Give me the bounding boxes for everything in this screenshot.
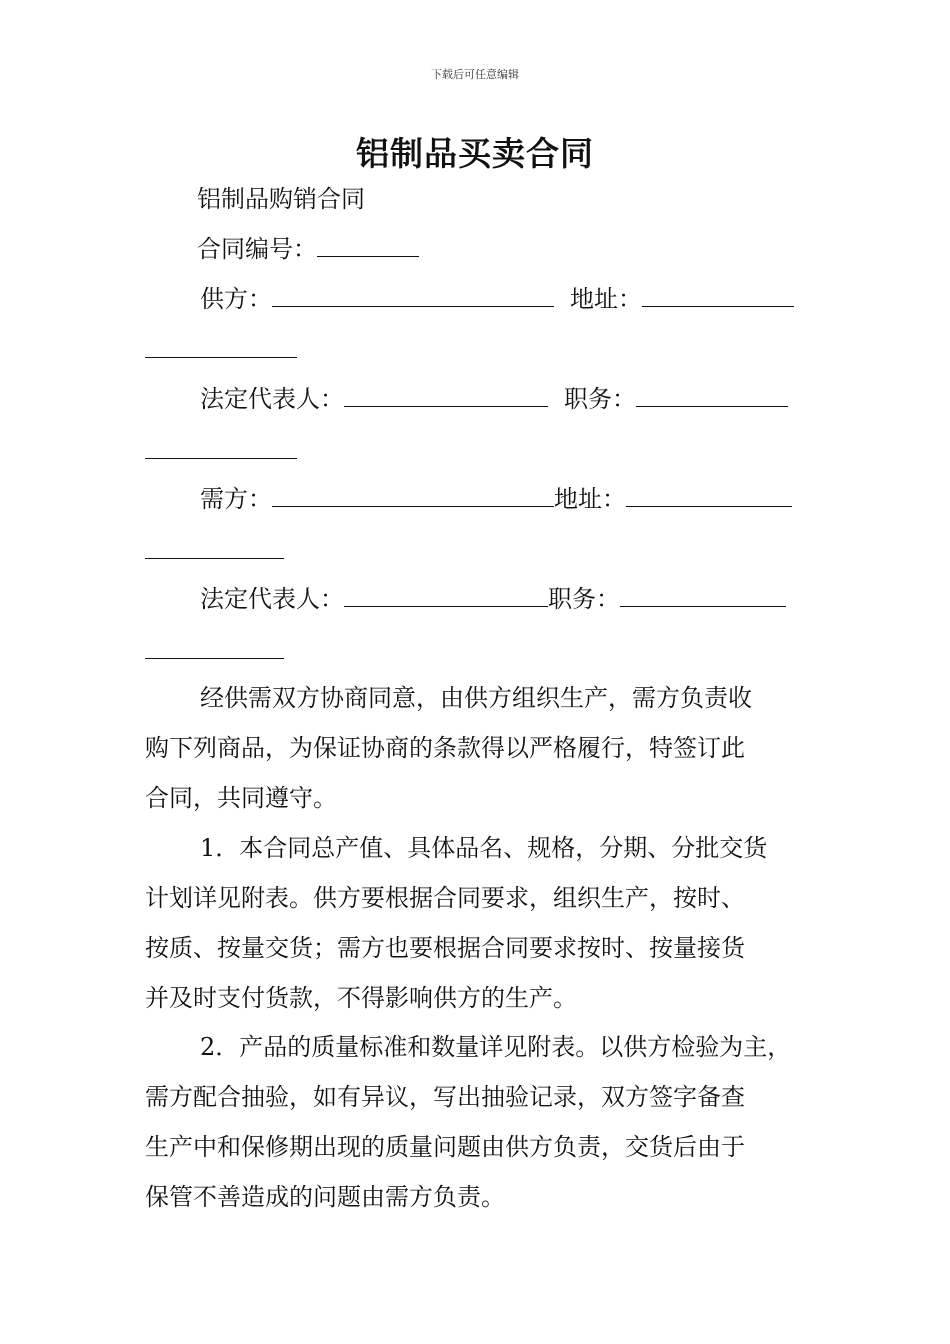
contract-number-row [197, 233, 419, 265]
paragraph-line: 并及时支付货款，不得影响供方的生产。 [145, 984, 577, 1012]
document-title: 铝制品买卖合同 [356, 134, 594, 173]
buyer-row [200, 483, 792, 515]
buyer-address-label: 地址： [554, 485, 626, 513]
supplier-rep-row [200, 383, 788, 415]
buyer-position-blank [620, 584, 786, 607]
buyer-rep-blank [344, 584, 548, 607]
buyer-position-blank-cont [145, 658, 284, 659]
supplier-position-label: 职务： [564, 385, 636, 413]
header-note: 下载后可任意编辑 [431, 68, 519, 81]
supplier-rep-label: 法定代表人： [200, 385, 344, 413]
supplier-name-blank [272, 284, 554, 307]
supplier-row [200, 283, 794, 315]
buyer-address-blank-cont [145, 558, 284, 559]
paragraph-line: 需方配合抽验，如有异议，写出抽验记录，双方签字备查 [145, 1083, 745, 1111]
supplier-address-blank [642, 284, 794, 307]
buyer-name-blank [272, 484, 554, 507]
buyer-position-label: 职务： [548, 585, 620, 613]
paragraph-line: 2．产品的质量标准和数量详见附表。以供方检验为主， [200, 1033, 792, 1061]
paragraph-line: 按质、按量交货；需方也要根据合同要求按时、按量接货 [145, 934, 745, 962]
paragraph-line: 经供需双方协商同意，由供方组织生产，需方负责收 [200, 684, 752, 712]
paragraph-line: 生产中和保修期出现的质量问题由供方负责，交货后由于 [145, 1133, 745, 1161]
paragraph-line: 1．本合同总产值、具体品名、规格，分期、分批交货 [200, 834, 768, 862]
supplier-address-label: 地址： [570, 285, 642, 313]
paragraph-line: 保管不善造成的问题由需方负责。 [145, 1183, 505, 1211]
contract-number-label: 合同编号： [197, 235, 317, 263]
buyer-rep-label: 法定代表人： [200, 585, 344, 613]
supplier-label: 供方： [200, 285, 272, 313]
supplier-position-blank-cont [145, 458, 297, 459]
buyer-address-blank [626, 484, 792, 507]
buyer-rep-row [200, 583, 786, 615]
buyer-label: 需方： [200, 485, 272, 513]
supplier-rep-blank [344, 384, 548, 407]
paragraph-line: 合同，共同遵守。 [145, 784, 337, 812]
supplier-position-blank [636, 384, 788, 407]
contract-number-blank [317, 234, 419, 257]
paragraph-line: 购下列商品，为保证协商的条款得以严格履行，特签订此 [145, 734, 745, 762]
document-subtitle: 铝制品购销合同 [197, 185, 365, 213]
supplier-address-blank-cont [145, 357, 297, 358]
paragraph-line: 计划详见附表。供方要根据合同要求，组织生产，按时、 [145, 884, 745, 912]
